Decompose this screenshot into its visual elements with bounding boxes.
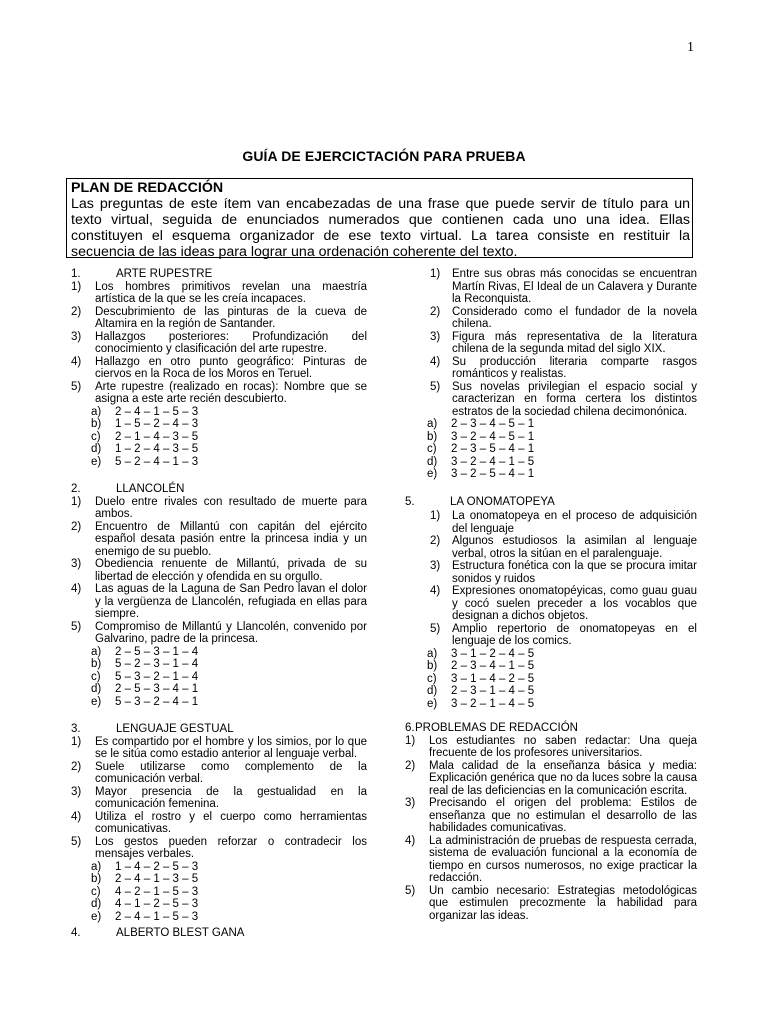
option-letter: b) [91,873,102,885]
option-letter: b) [427,430,438,443]
item-text: Hallazgos posteriores: Profundización del conocimiento y clasificación del arte rupestre. [95,330,367,355]
option-letter: c) [91,885,101,898]
option-row [71,873,367,886]
item-number: 5) [71,620,82,633]
section-heading [71,483,367,496]
option-letter: d) [91,443,102,455]
list-item [71,811,367,836]
item-number: 4) [430,355,441,368]
option-row [71,456,367,469]
item-text: Figura más representativa de la literatura chilena de la segunda mitad del siglo XIX. [452,330,697,355]
option-row [71,911,367,924]
option-row [71,406,367,419]
list-item [71,356,367,381]
option-value: 3 – 1 – 2 – 4 – 5 [451,647,535,660]
page-number: 1 [687,40,694,55]
list-item [405,885,697,923]
section-number: 2. [71,483,81,495]
list-item [71,583,367,621]
option-value: 2 – 4 – 1 – 5 – 3 [115,910,199,923]
item-text: Los hombres primitivos revelan una maestría artística de la que se les creía incapaces. [95,280,367,305]
item-text: Duelo entre rivales con resultado de muerte para ambos. [95,495,367,520]
list-item [71,381,367,406]
option-row [71,418,367,431]
item-number: 1) [71,280,82,293]
option-row [405,468,697,481]
option-letter: b) [91,658,102,670]
section-1 [71,268,367,468]
list-item [405,797,697,835]
item-number: 3) [71,785,82,798]
option-value: 5 – 3 – 2 – 1 – 4 [115,670,199,683]
item-text: Sus novelas privilegian el espacio social y caracterizan en forma certera los distintos estratos de la sociedad chilena decimonónica. [452,380,697,418]
option-value: 5 – 2 – 3 – 1 – 4 [115,658,199,670]
option-value: 3 – 2 – 4 – 1 – 5 [451,455,535,468]
list-item [405,268,697,306]
item-number: 2) [430,535,441,547]
option-value: 3 – 2 – 1 – 4 – 5 [451,697,535,710]
option-letter: a) [91,405,102,418]
option-row [71,658,367,671]
list-item [405,510,697,535]
option-row [71,861,367,874]
option-row [71,431,367,444]
option-value: 3 – 1 – 4 – 2 – 5 [451,672,535,685]
list-item [405,306,697,331]
item-text: Las aguas de la Laguna de San Pedro lavan el dolor y la vergüenza de Llancolén, refugiada en ellas para siempre. [95,583,367,620]
list-item [71,281,367,306]
document-title: GUÍA DE EJERCICTACIÓN PARA PRUEBA [242,148,526,164]
item-number: 5) [71,835,82,848]
option-letter: c) [427,443,437,455]
option-letter: a) [91,645,102,658]
item-number: 3) [71,330,82,343]
option-value: 2 – 5 – 3 – 1 – 4 [115,645,199,658]
option-value: 1 – 4 – 2 – 5 – 3 [115,860,199,873]
option-letter: e) [91,455,102,468]
item-number: 4) [405,834,416,847]
option-value: 2 – 5 – 3 – 4 – 1 [115,683,199,695]
section-heading [71,268,367,281]
option-value: 2 – 3 – 1 – 4 – 5 [451,685,535,697]
item-number: 2) [405,759,416,772]
option-value: 5 – 3 – 2 – 4 – 1 [115,695,199,708]
section-6 [405,722,697,922]
item-text: Amplio repertorio de onomatopeyas en el lenguaje de los comics. [452,622,697,647]
item-text: Expresiones onomatopéyicas, como guau guau y cocó suelen preceder a los vocablos que designan a dichos objetos. [452,585,697,622]
item-number: 4) [430,585,441,597]
option-value: 2 – 3 – 4 – 5 – 1 [451,418,535,430]
option-row [405,698,697,711]
item-number: 5) [71,380,82,393]
section-title: LLANCOLÉN [116,483,185,495]
item-text: Los gestos pueden reforzar o contradecir los mensajes verbales. [95,835,367,860]
right-column [405,268,697,937]
section-5 [405,496,697,711]
section-2 [71,483,367,708]
option-letter: c) [427,672,437,685]
item-text: Utiliza el rostro y el cuerpo como herramientas comunicativas. [95,810,367,835]
option-value: 2 – 4 – 1 – 3 – 5 [115,873,199,885]
section-3 [71,723,367,923]
item-number: 5) [430,380,441,393]
item-text: Precisando el origen del problema: Estilos de enseñanza que no estimulan el desarrollo de las habilidades comunicativas. [429,797,697,834]
list-item [71,558,367,583]
section-number: 6. [405,722,415,734]
section-number: 5. [405,495,415,508]
item-text: Su producción literaria comparte rasgos románticos y realistas. [452,355,697,380]
item-text: La administración de pruebas de respuesta cerrada, sistema de evaluación funcional a la economía de tiempo en cursos numerosos, no exige practicar la redacción. [429,834,697,884]
section-4-heading [71,927,367,940]
list-item [405,835,697,885]
item-number: 4) [71,355,82,368]
option-row [405,673,697,686]
option-row [405,431,697,444]
item-number: 3) [430,330,441,343]
option-value: 5 – 2 – 4 – 1 – 3 [115,455,199,468]
list-item [405,560,697,585]
item-number: 1) [71,735,82,748]
option-letter: d) [427,455,438,468]
list-item [405,585,697,623]
option-letter: e) [91,695,102,708]
option-row [71,898,367,911]
option-row [71,646,367,659]
option-letter: a) [427,418,438,430]
item-text: Es compartido por el hombre y los simios, por lo que se le sitúa como estadio anterior al lenguaje verbal. [95,735,367,760]
plan-box [66,178,693,258]
item-text: Mala calidad de la enseñanza básica y media: Explicación genérica que no da luces sobre la causa real de las deficiencias en la comunicación escrita. [429,759,697,797]
list-item [405,623,697,648]
option-value: 2 – 1 – 4 – 3 – 5 [115,430,199,443]
plan-heading: PLAN DE REDACCIÓN [71,180,224,196]
list-item [71,521,367,559]
item-number: 1) [430,510,441,522]
option-letter: e) [91,910,102,923]
option-letter: d) [427,685,438,697]
section-number: 4. [71,927,81,939]
list-item [405,381,697,419]
option-row [71,683,367,696]
option-row [71,671,367,684]
list-item [71,496,367,521]
option-letter: a) [91,860,102,873]
list-item [405,356,697,381]
section-number: 3. [71,723,81,735]
section-heading [405,496,697,509]
list-item [405,535,697,560]
item-number: 2) [430,305,441,318]
section-heading [405,722,697,735]
item-text: Obediencia renuente de Millantú, privada de su libertad de elección y ofendida en su orgullo. [95,558,367,583]
section-title: LENGUAJE GESTUAL [116,723,234,735]
section-title: PROBLEMAS DE REDACCIÓN [415,722,578,734]
item-number: 1) [405,734,416,747]
option-value: 4 – 2 – 1 – 5 – 3 [115,885,199,898]
option-letter: b) [427,660,438,672]
item-number: 2) [71,760,82,773]
option-row [71,696,367,709]
item-text: Los estudiantes no saben redactar: Una queja frecuente de los profesores universitarios. [429,734,697,759]
option-row [71,443,367,456]
list-item [71,306,367,331]
item-text: Estructura fonética con la que se procura imitar sonidos y ruidos [452,560,697,585]
item-number: 5) [430,622,441,635]
option-value: 3 – 2 – 5 – 4 – 1 [451,468,535,480]
list-item [71,621,367,646]
option-row [405,648,697,661]
item-number: 4) [71,583,82,595]
option-value: 2 – 4 – 1 – 5 – 3 [115,405,199,418]
item-text: Compromiso de Millantú y Llancolén, convenido por Galvarino, padre de la princesa. [95,620,367,645]
section-title: ARTE RUPESTRE [116,268,213,280]
list-item [405,735,697,760]
option-letter: a) [427,647,438,660]
item-text: La onomatopeya en el proceso de adquisición del lenguaje [452,510,697,535]
option-letter: c) [91,430,101,443]
option-row [405,685,697,698]
left-column [71,268,367,940]
list-item [405,331,697,356]
list-item [71,736,367,761]
option-value: 4 – 1 – 2 – 5 – 3 [115,898,199,910]
section-title: LA ONOMATOPEYA [450,495,555,508]
list-item [71,786,367,811]
section-4-continued [405,268,697,481]
item-text: Un cambio necesario: Estrategias metodológicas que estimulen precozmente la habilidad para organizar las ideas. [429,884,697,922]
item-text: Considerado como el fundador de la novela chilena. [452,305,697,330]
item-text: Entre sus obras más conocidas se encuentran Martín Rivas, El Ideal de un Calavera y Durante la Reconquista. [452,268,697,305]
option-row [405,456,697,469]
item-text: Mayor presencia de la gestualidad en la comunicación femenina. [95,785,367,810]
item-text: Descubrimiento de las pinturas de la cueva de Altamira en la región de Santander. [95,305,367,330]
option-value: 3 – 2 – 4 – 5 – 1 [451,430,535,443]
option-letter: c) [91,670,101,683]
section-title: ALBERTO BLEST GANA [116,927,245,939]
item-text: Algunos estudiosos la asimilan al lenguaje verbal, otros la sitúan en el paralenguaje. [452,535,697,560]
section-number: 1. [71,268,81,280]
item-number: 4) [71,810,82,823]
option-value: 2 – 3 – 5 – 4 – 1 [451,443,535,455]
option-row [71,886,367,899]
option-letter: b) [91,418,102,430]
option-row [405,418,697,431]
item-text: Encuentro de Millantú con capitán del ejército español desata pasión entre la princesa india y un enemigo de su pueblo. [95,520,367,558]
item-number: 3) [430,560,441,572]
list-item [405,760,697,798]
list-item [71,331,367,356]
list-item [71,836,367,861]
plan-text: Las preguntas de este ítem van encabezadas de una frase que puede servir de título para un texto virtual, seguida de enunciados numerados que contienen cada uno una idea. Ellas constituyen el esquema organizador de ese texto virtual. La tarea consiste en restituir la secuencia de las ideas para lograr una ordenación coherente del texto. [71,196,690,260]
item-number: 3) [71,558,82,570]
option-row [405,443,697,456]
item-text: Suele utilizarse como complemento de la comunicación verbal. [95,760,367,785]
option-letter: e) [427,468,438,480]
item-number: 2) [71,520,82,533]
item-number: 1) [71,495,82,508]
section-heading [71,723,367,736]
option-letter: e) [427,697,438,710]
item-number: 5) [405,884,416,897]
item-number: 3) [405,797,416,809]
list-item [71,761,367,786]
option-value: 2 – 3 – 4 – 1 – 5 [451,660,535,672]
option-row [405,660,697,673]
item-number: 2) [71,305,82,318]
option-letter: d) [91,898,102,910]
item-text: Arte rupestre (realizado en rocas): Nombre que se asigna a este arte recién descubierto. [95,380,367,405]
option-value: 1 – 2 – 4 – 3 – 5 [115,443,199,455]
option-value: 1 – 5 – 2 – 4 – 3 [115,418,199,430]
option-letter: d) [91,683,102,695]
item-text: Hallazgo en otro punto geográfico: Pinturas de ciervos en la Roca de los Moros en Teruel. [95,355,367,380]
item-number: 1) [430,268,441,280]
